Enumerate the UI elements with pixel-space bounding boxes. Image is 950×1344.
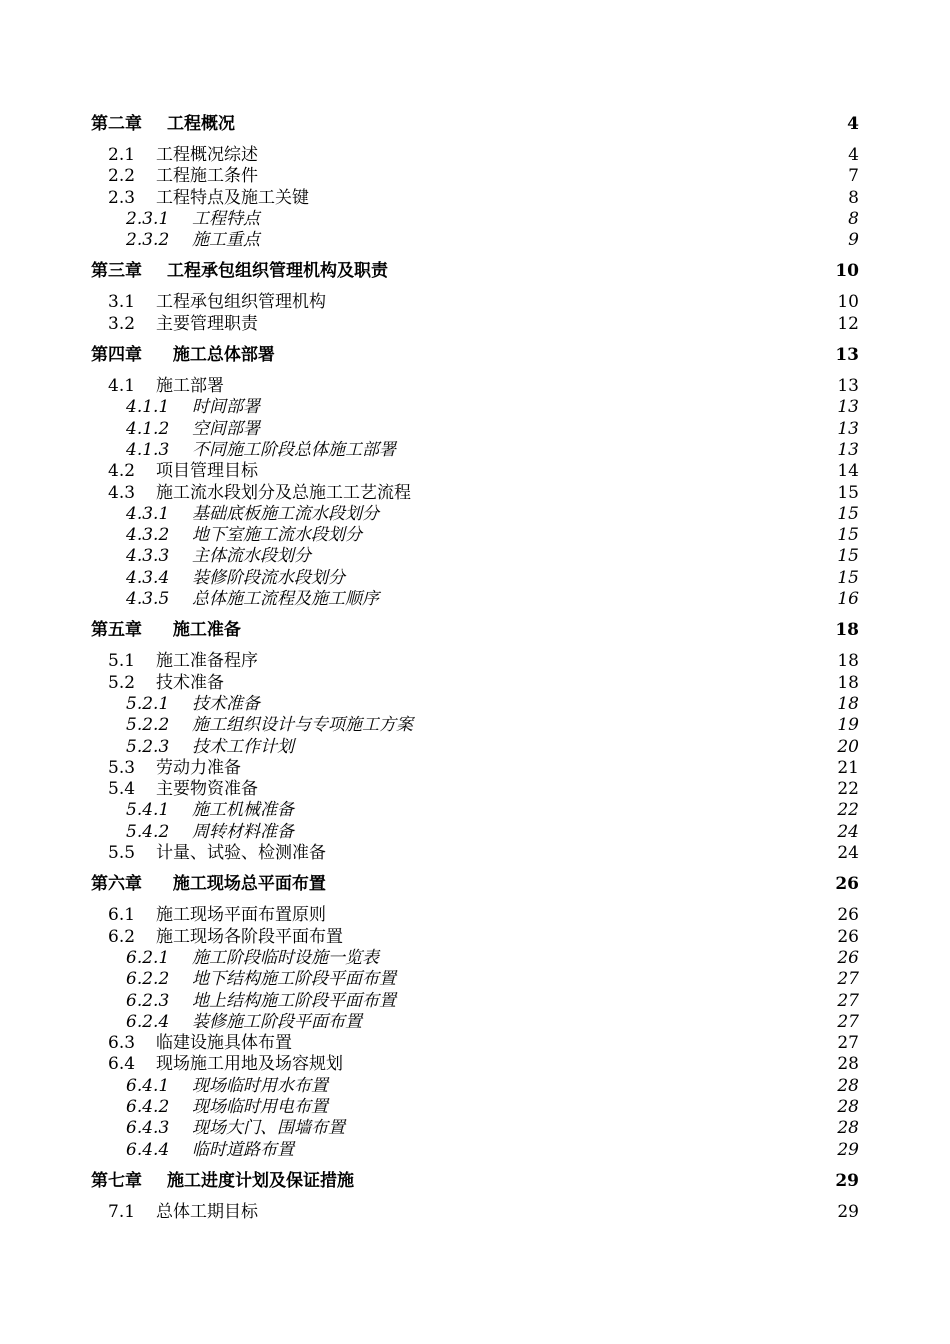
- toc-entry-number: 6.2: [108, 926, 136, 947]
- toc-entry-number: 5.3: [108, 757, 136, 778]
- toc-entry-label: [91, 345, 275, 366]
- toc-subsection-entry[interactable]: [91, 1118, 859, 1139]
- toc-entry-title: 空间部署: [192, 418, 260, 439]
- toc-entry-page-number: 28: [837, 1075, 859, 1096]
- toc-entry-title: 时间部署: [192, 397, 260, 418]
- toc-entry-page-number: 15: [837, 525, 859, 546]
- toc-entry-label: [126, 419, 260, 440]
- toc-entry-label: [126, 969, 396, 990]
- toc-section-entry[interactable]: [91, 905, 859, 926]
- toc-entry-title: 总体工期目标: [156, 1201, 258, 1222]
- toc-entry-number: 5.5: [108, 843, 136, 864]
- toc-section-entry[interactable]: [91, 843, 859, 864]
- toc-entry-label: [108, 1033, 292, 1054]
- toc-entry-number: 6.2.4: [126, 1011, 170, 1032]
- toc-entry-number: 6.1: [108, 905, 136, 926]
- toc-entry-title: 施工阶段临时设施一览表: [192, 947, 379, 968]
- toc-entry-page-number: 13: [837, 418, 859, 439]
- toc-entry-page-number: 13: [837, 439, 859, 460]
- toc-section-entry[interactable]: [91, 779, 859, 800]
- toc-entry-title: 工程特点: [192, 208, 260, 229]
- toc-entry-number: 4.1: [108, 376, 136, 397]
- toc-entry-page-number: 26: [837, 926, 859, 947]
- toc-entry-title: 周转材料准备: [192, 821, 294, 842]
- toc-entry-label: [126, 715, 413, 736]
- toc-entry-title: 临建设施具体布置: [156, 1033, 292, 1054]
- toc-subsection-entry[interactable]: [91, 991, 859, 1012]
- toc-subsection-entry[interactable]: [91, 800, 859, 821]
- toc-entry-page-number: 27: [837, 969, 859, 990]
- toc-entry-page-number: 13: [837, 376, 859, 397]
- toc-entry-number: 5.2.2: [126, 715, 170, 736]
- toc-subsection-entry[interactable]: [91, 419, 859, 440]
- toc-entry-title: 地下室施工流水段划分: [192, 525, 362, 546]
- toc-entry-number: 第四章: [91, 345, 142, 366]
- toc-entry-page-number: 26: [837, 947, 859, 968]
- toc-chapter-entry[interactable]: [91, 874, 859, 895]
- toc-entry-label: [126, 800, 294, 821]
- toc-entry-number: 2.3.2: [126, 230, 170, 251]
- toc-entry-number: 6.2.2: [126, 969, 170, 990]
- toc-subsection-entry[interactable]: [91, 440, 859, 461]
- toc-entry-title: 施工总体部署: [167, 345, 275, 366]
- toc-entry-number: 2.3.1: [126, 208, 170, 229]
- toc-entry-page-number: 19: [837, 715, 859, 736]
- toc-entry-page-number: 24: [837, 843, 859, 864]
- toc-entry-page-number: 24: [837, 821, 859, 842]
- toc-entry-page-number: 27: [837, 990, 859, 1011]
- toc-entry-page-number: 21: [837, 757, 859, 778]
- toc-entry-number: 5.4.1: [126, 800, 170, 821]
- toc-entry-label: [126, 822, 294, 843]
- toc-entry-page-number: 8: [848, 208, 859, 229]
- toc-entry-number: 4.3.4: [126, 567, 170, 588]
- toc-subsection-entry[interactable]: [91, 715, 859, 736]
- toc-entry-page-number: 4: [848, 145, 859, 165]
- toc-entry-page-number: 26: [835, 874, 859, 895]
- toc-entry-title: 施工重点: [192, 230, 260, 251]
- toc-subsection-entry[interactable]: [91, 525, 859, 546]
- table-of-contents: [91, 114, 859, 1223]
- toc-entry-number: 5.2.3: [126, 736, 170, 757]
- toc-entry-label: [126, 948, 379, 969]
- toc-entry-number: 6.4.3: [126, 1118, 170, 1139]
- toc-entry-title: 现场施工用地及场容规划: [156, 1054, 343, 1075]
- toc-entry-title: 施工流水段划分及总施工工艺流程: [156, 482, 411, 503]
- toc-subsection-entry[interactable]: [91, 1097, 859, 1118]
- toc-entry-title: 项目管理目标: [156, 461, 258, 482]
- toc-entry-number: 3.2: [108, 313, 136, 334]
- toc-entry-label: [91, 261, 388, 282]
- toc-entry-label: [108, 461, 258, 482]
- toc-entry-title: 施工现场总平面布置: [167, 874, 326, 895]
- toc-entry-number: 5.2: [108, 672, 136, 693]
- toc-entry-title: 劳动力准备: [156, 757, 241, 778]
- toc-entry-label: [126, 440, 396, 461]
- toc-entry-number: 5.4.2: [126, 821, 170, 842]
- toc-entry-number: 第七章: [91, 1170, 142, 1191]
- toc-entry-label: [108, 843, 326, 864]
- toc-section-entry[interactable]: [91, 651, 859, 672]
- toc-entry-page-number: 15: [837, 567, 859, 588]
- toc-entry-page-number: 10: [837, 292, 859, 313]
- toc-entry-title: 施工机械准备: [192, 800, 294, 821]
- toc-entry-number: 2.2: [108, 166, 136, 187]
- toc-entry-title: 现场临时用水布置: [192, 1075, 328, 1096]
- toc-entry-title: 施工现场平面布置原则: [156, 905, 326, 926]
- toc-entry-page-number: 7: [848, 166, 859, 187]
- toc-entry-label: [108, 188, 309, 209]
- toc-entry-label: [91, 620, 241, 641]
- toc-section-entry[interactable]: [91, 673, 859, 694]
- toc-entry-number: 6.4: [108, 1054, 136, 1075]
- toc-subsection-entry[interactable]: [91, 589, 859, 610]
- toc-entry-label: [126, 397, 260, 418]
- toc-section-entry[interactable]: [91, 292, 859, 313]
- toc-entry-page-number: 28: [837, 1118, 859, 1139]
- toc-entry-label: [126, 1076, 328, 1097]
- toc-entry-title: 施工现场各阶段平面布置: [156, 926, 343, 947]
- toc-subsection-entry[interactable]: [91, 1012, 859, 1033]
- toc-entry-title: 主要物资准备: [156, 779, 258, 800]
- toc-section-entry[interactable]: [91, 145, 859, 166]
- toc-entry-page-number: 29: [835, 1170, 859, 1191]
- toc-section-entry[interactable]: [91, 188, 859, 209]
- toc-subsection-entry[interactable]: [91, 1140, 859, 1161]
- toc-entry-page-number: 16: [837, 589, 859, 610]
- toc-entry-number: 6.2.3: [126, 990, 170, 1011]
- toc-entry-number: 6.4.1: [126, 1075, 170, 1096]
- toc-entry-label: [108, 758, 241, 779]
- toc-entry-label: [126, 694, 260, 715]
- toc-entry-page-number: 15: [837, 546, 859, 567]
- toc-subsection-entry[interactable]: [91, 822, 859, 843]
- toc-entry-label: [108, 483, 411, 504]
- toc-subsection-entry[interactable]: [91, 209, 859, 230]
- toc-section-entry[interactable]: [91, 1033, 859, 1054]
- toc-entry-label: [126, 1012, 362, 1033]
- toc-entry-number: 4.1.1: [126, 397, 170, 418]
- toc-entry-label: [126, 991, 396, 1012]
- toc-entry-number: 第三章: [91, 261, 142, 282]
- toc-entry-label: [126, 589, 379, 610]
- toc-entry-number: 7.1: [108, 1201, 136, 1222]
- toc-entry-page-number: 9: [848, 230, 859, 251]
- toc-entry-label: [126, 209, 260, 230]
- toc-entry-number: 6.2.1: [126, 947, 170, 968]
- toc-entry-page-number: 22: [837, 800, 859, 821]
- toc-entry-number: 2.3: [108, 187, 136, 208]
- toc-entry-title: 装修阶段流水段划分: [192, 567, 345, 588]
- toc-entry-number: 4.3.3: [126, 546, 170, 567]
- toc-entry-label: [126, 230, 260, 251]
- toc-subsection-entry[interactable]: [91, 546, 859, 567]
- toc-entry-title: 施工组织设计与专项施工方案: [192, 715, 413, 736]
- toc-entry-title: 施工部署: [156, 376, 224, 397]
- toc-entry-label: [108, 1202, 258, 1223]
- toc-entry-number: 4.3.1: [126, 503, 170, 524]
- toc-entry-title: 总体施工流程及施工顺序: [192, 589, 379, 610]
- toc-entry-label: [126, 1097, 328, 1118]
- toc-entry-page-number: 14: [837, 461, 859, 482]
- toc-entry-number: 4.1.3: [126, 439, 170, 460]
- toc-entry-label: [108, 905, 326, 926]
- toc-entry-label: [108, 376, 224, 397]
- toc-entry-title: 现场大门、围墙布置: [192, 1118, 345, 1139]
- toc-entry-label: [91, 114, 235, 135]
- toc-entry-title: 主体流水段划分: [192, 546, 311, 567]
- toc-entry-page-number: 27: [837, 1033, 859, 1054]
- toc-entry-title: 工程特点及施工关键: [156, 187, 309, 208]
- toc-entry-title: 技术准备: [192, 693, 260, 714]
- toc-section-entry[interactable]: [91, 314, 859, 335]
- toc-entry-title: 技术工作计划: [192, 736, 294, 757]
- toc-entry-title: 工程施工条件: [156, 166, 258, 187]
- toc-entry-title: 现场临时用电布置: [192, 1096, 328, 1117]
- toc-subsection-entry[interactable]: [91, 230, 859, 251]
- toc-entry-page-number: 15: [837, 482, 859, 503]
- toc-entry-label: [126, 568, 345, 589]
- toc-entry-number: 4.3.5: [126, 589, 170, 610]
- toc-entry-label: [108, 314, 258, 335]
- toc-entry-title: 地上结构施工阶段平面布置: [192, 990, 396, 1011]
- toc-entry-number: 5.1: [108, 651, 136, 672]
- toc-entry-page-number: 27: [837, 1011, 859, 1032]
- toc-entry-page-number: 18: [837, 651, 859, 672]
- toc-entry-title: 工程承包组织管理机构及职责: [167, 261, 388, 282]
- toc-entry-page-number: 10: [835, 261, 859, 282]
- toc-entry-page-number: 18: [835, 620, 859, 641]
- toc-entry-title: 工程承包组织管理机构: [156, 292, 326, 313]
- toc-entry-number: 第五章: [91, 620, 142, 641]
- toc-entry-label: [126, 525, 362, 546]
- toc-entry-label: [108, 927, 343, 948]
- toc-entry-label: [126, 504, 379, 525]
- toc-entry-title: 技术准备: [156, 672, 224, 693]
- toc-entry-page-number: 28: [837, 1096, 859, 1117]
- toc-entry-title: 不同施工阶段总体施工部署: [192, 439, 396, 460]
- toc-entry-number: 第二章: [91, 114, 142, 134]
- toc-entry-title: 施工准备: [167, 620, 241, 641]
- toc-entry-number: 第六章: [91, 874, 142, 895]
- toc-entry-label: [108, 1054, 343, 1075]
- toc-entry-page-number: 15: [837, 503, 859, 524]
- toc-entry-number: 3.1: [108, 292, 136, 313]
- toc-chapter-entry[interactable]: [91, 345, 859, 366]
- toc-entry-page-number: 18: [837, 672, 859, 693]
- toc-entry-label: [108, 145, 258, 166]
- toc-entry-number: 4.3.2: [126, 525, 170, 546]
- toc-entry-label: [126, 1140, 294, 1161]
- toc-entry-label: [108, 166, 258, 187]
- toc-entry-page-number: 12: [837, 313, 859, 334]
- toc-entry-label: [126, 1118, 345, 1139]
- toc-entry-title: 工程概况: [167, 114, 235, 134]
- toc-chapter-entry[interactable]: [91, 1171, 859, 1192]
- toc-entry-label: [126, 737, 294, 758]
- toc-section-entry[interactable]: [91, 1054, 859, 1075]
- toc-entry-page-number: 22: [837, 779, 859, 800]
- toc-entry-title: 临时道路布置: [192, 1139, 294, 1160]
- toc-entry-page-number: 4: [847, 114, 859, 134]
- toc-chapter-entry[interactable]: [91, 261, 859, 282]
- toc-entry-number: 6.3: [108, 1033, 136, 1054]
- toc-entry-number: 5.2.1: [126, 693, 170, 714]
- toc-entry-title: 施工进度计划及保证措施: [167, 1170, 354, 1191]
- toc-entry-page-number: 29: [837, 1201, 859, 1222]
- toc-entry-number: 6.4.4: [126, 1139, 170, 1160]
- toc-section-entry[interactable]: [91, 461, 859, 482]
- toc-subsection-entry[interactable]: [91, 737, 859, 758]
- toc-entry-number: 6.4.2: [126, 1096, 170, 1117]
- toc-subsection-entry[interactable]: [91, 694, 859, 715]
- toc-entry-title: 装修施工阶段平面布置: [192, 1011, 362, 1032]
- toc-entry-page-number: 28: [837, 1054, 859, 1075]
- toc-entry-page-number: 13: [837, 397, 859, 418]
- toc-section-entry[interactable]: [91, 927, 859, 948]
- toc-entry-label: [91, 1171, 354, 1192]
- toc-entry-label: [108, 779, 258, 800]
- toc-chapter-entry[interactable]: [91, 114, 859, 135]
- toc-entry-label: [126, 546, 311, 567]
- toc-section-entry[interactable]: [91, 166, 859, 187]
- toc-section-entry[interactable]: [91, 758, 859, 779]
- toc-entry-title: 计量、试验、检测准备: [156, 843, 326, 864]
- toc-subsection-entry[interactable]: [91, 504, 859, 525]
- toc-entry-page-number: 29: [837, 1139, 859, 1160]
- toc-entry-number: 4.2: [108, 461, 136, 482]
- toc-entry-page-number: 26: [837, 905, 859, 926]
- toc-subsection-entry[interactable]: [91, 969, 859, 990]
- toc-section-entry[interactable]: [91, 376, 859, 397]
- toc-entry-title: 施工准备程序: [156, 651, 258, 672]
- toc-entry-label: [91, 874, 326, 895]
- toc-entry-label: [108, 651, 258, 672]
- toc-entry-page-number: 20: [837, 736, 859, 757]
- toc-entry-label: [108, 292, 326, 313]
- toc-entry-label: [108, 673, 224, 694]
- toc-section-entry[interactable]: [91, 1202, 859, 1223]
- toc-entry-number: 2.1: [108, 145, 136, 165]
- toc-subsection-entry[interactable]: [91, 568, 859, 589]
- toc-subsection-entry[interactable]: [91, 1076, 859, 1097]
- toc-entry-title: 基础底板施工流水段划分: [192, 503, 379, 524]
- toc-entry-number: 4.3: [108, 482, 136, 503]
- toc-entry-title: 主要管理职责: [156, 313, 258, 334]
- toc-entry-page-number: 18: [837, 693, 859, 714]
- toc-entry-number: 4.1.2: [126, 418, 170, 439]
- toc-entry-page-number: 13: [835, 345, 859, 366]
- toc-entry-title: 工程概况综述: [156, 145, 258, 165]
- toc-chapter-entry[interactable]: [91, 620, 859, 641]
- toc-entry-number: 5.4: [108, 779, 136, 800]
- toc-subsection-entry[interactable]: [91, 397, 859, 418]
- toc-entry-title: 地下结构施工阶段平面布置: [192, 969, 396, 990]
- toc-subsection-entry[interactable]: [91, 948, 859, 969]
- toc-section-entry[interactable]: [91, 483, 859, 504]
- toc-entry-page-number: 8: [848, 187, 859, 208]
